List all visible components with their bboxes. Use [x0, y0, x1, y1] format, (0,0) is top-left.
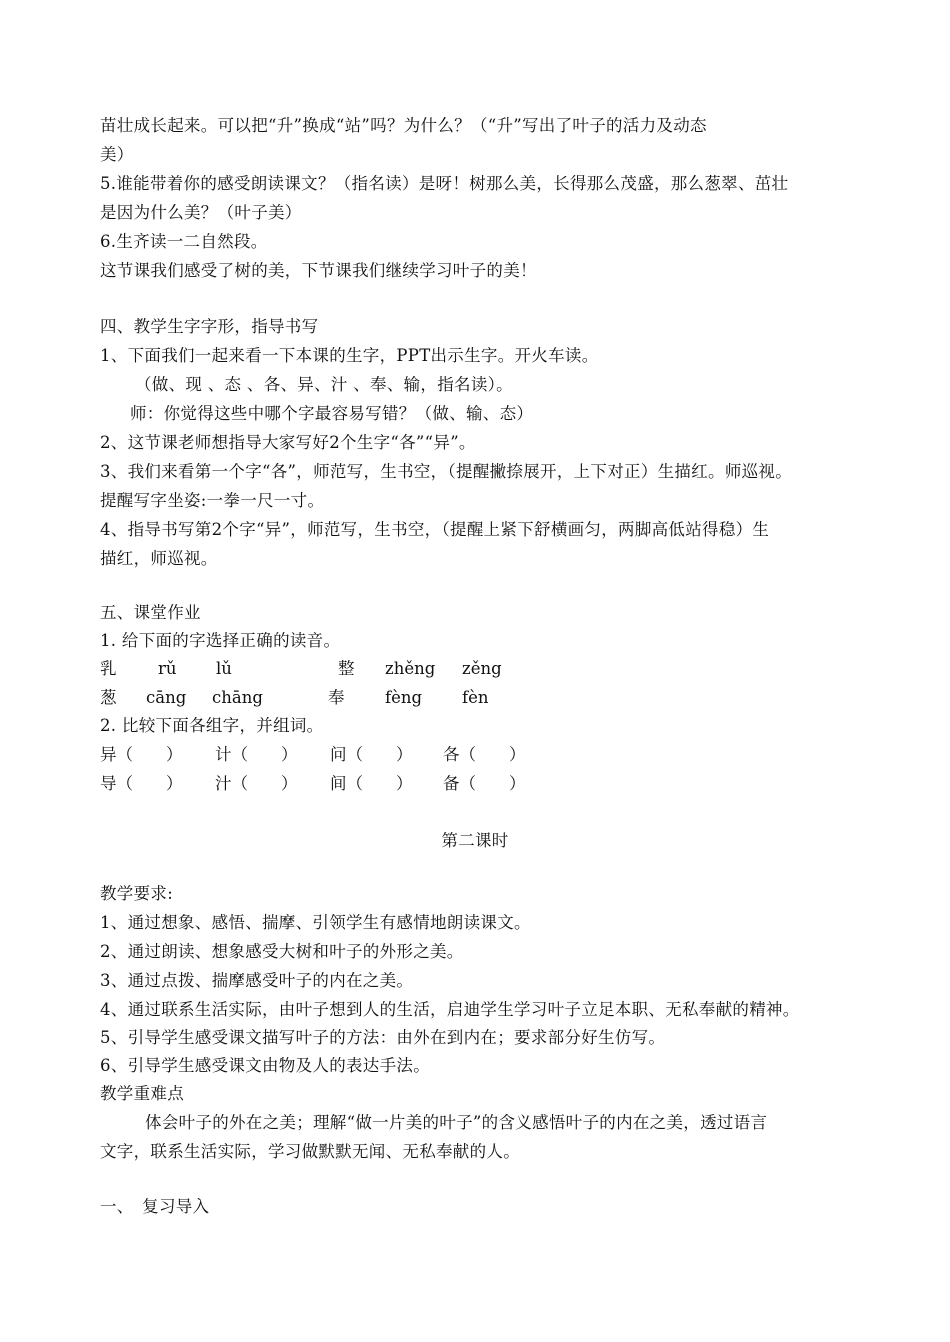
word-blank: 问（ ） [330, 745, 413, 764]
pinyin-option: zhěng [385, 659, 436, 678]
pinyin-option: zěng [462, 659, 502, 678]
pinyin-option: cāng [146, 688, 187, 707]
paragraph-line: 是因为什么美？（叶子美） [100, 203, 302, 222]
paragraph-line: 4、通过联系生活实际，由叶子想到人的生活，启迪学生学习叶子立足本职、无私奉献的精神。 [100, 1000, 800, 1019]
exercise-question: 2. 比较下面各组字，并组词。 [100, 716, 324, 735]
paragraph-line: 2、通过朗读、想象感受大树和叶子的外形之美。 [100, 942, 464, 961]
section-heading: 教学重难点 [100, 1084, 184, 1103]
paragraph-line: 3、我们来看第一个字“各”，师范写，生书空，（提醒撇捺展开，上下对正）生描红。师巡视。 [100, 462, 793, 481]
paragraph-line: 提醒写字坐姿:一拳一尺一寸。 [100, 491, 325, 510]
section-heading: 教学要求: [100, 884, 174, 903]
pinyin-option: fèng [385, 688, 423, 707]
exercise-char: 葱 [100, 688, 117, 707]
word-row [100, 741, 860, 769]
section-heading: 五、课堂作业 [100, 603, 201, 622]
word-blank: 导（ ） [100, 774, 183, 793]
word-row [100, 770, 860, 798]
paragraph-line: 师：你觉得这些中哪个字最容易写错？（做、输、态） [130, 404, 534, 423]
paragraph-line: 苗壮成长起来。可以把“升”换成“站”吗？为什么？（“升”写出了叶子的活力及动态 [100, 116, 707, 135]
word-blank: 异（ ） [100, 745, 183, 764]
pinyin-row [100, 655, 860, 683]
paragraph-line: 2、这节课老师想指导大家写好2个生字“各”“异”。 [100, 433, 476, 452]
pinyin-option: lǔ [216, 659, 232, 678]
paragraph-line: 5、引导学生感受课文描写叶子的方法：由外在到内在；要求部分好生仿写。 [100, 1028, 666, 1047]
paragraph-line: 4、指导书写第2个字“异”，师范写，生书空，（提醒上紧下舒横画匀，两脚高低站得稳）生 [100, 520, 770, 539]
word-blank: 计（ ） [215, 745, 298, 764]
paragraph-line: 描红，师巡视。 [100, 549, 218, 568]
exercise-char: 乳 [100, 659, 117, 678]
paragraph-line: 文字，联系生活实际，学习做默默无闻、无私奉献的人。 [100, 1142, 520, 1161]
paragraph-line: 这节课我们感受了树的美，下节课我们继续学习叶子的美！ [100, 261, 537, 280]
word-blank: 汁（ ） [215, 774, 298, 793]
section-heading: 四、教学生字字形，指导书写 [100, 317, 319, 336]
word-blank: 各（ ） [443, 745, 526, 764]
word-blank: 间（ ） [330, 774, 413, 793]
paragraph-line: 3、通过点拨、揣摩感受叶子的内在之美。 [100, 971, 414, 990]
lesson-title: 第二课时 [441, 831, 509, 850]
paragraph-line: 6、引导学生感受课文由物及人的表达手法。 [100, 1056, 430, 1075]
pinyin-row [100, 684, 860, 712]
section-heading: 一、 复习导入 [100, 1197, 210, 1216]
paragraph-line: 5.谁能带着你的感受朗读课文？（指名读）是呀！树那么美，长得那么茂盛，那么葱翠、茁壮 [100, 174, 789, 193]
paragraph-line: 1、下面我们一起来看一下本课的生字，PPT出示生字。开火车读。 [100, 346, 599, 365]
paragraph-line: 体会叶子的外在之美；理解“做一片美的叶子”的含义感悟叶子的内在之美，透过语言 [145, 1113, 768, 1132]
pinyin-option: rǔ [158, 659, 177, 678]
paragraph-line: （做、现 、态 、各、异、汁 、奉、输，指名读）。 [135, 375, 513, 394]
paragraph-line: 1、通过想象、感悟、揣摩、引领学生有感情地朗读课文。 [100, 913, 531, 932]
pinyin-option: fèn [462, 688, 489, 707]
pinyin-option: chāng [212, 688, 263, 707]
paragraph-line: 美） [100, 145, 134, 164]
exercise-char: 奉 [328, 688, 345, 707]
paragraph-line: 6.生齐读一二自然段。 [100, 232, 268, 251]
exercise-question: 1. 给下面的字选择正确的读音。 [100, 631, 341, 650]
word-blank: 备（ ） [443, 774, 526, 793]
exercise-char: 整 [338, 659, 355, 678]
